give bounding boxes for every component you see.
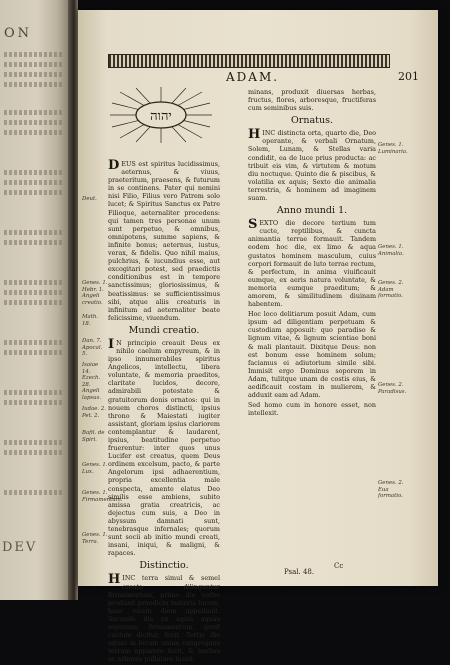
text-line — [4, 490, 62, 495]
paradise-paragraph: Hoc loco delitiarum posuit Adam, cum ipsum ad diligentiam perpetuam & custodiam apposuit: quo paradiso & lignum vitae, & lignum scientiae boni & mali plantauit. Dixitque Deus: non est bonum esse hominem solum; faciamus ei adiutorium simile sibi. Immisit ergo Dominus soporem in Adam, tulitque unam de costis eius, & aedificauit costam in mulierem, & adduxit eam ad Adam. — [248, 310, 376, 400]
divine-name-text: יהוה — [150, 109, 172, 124]
book-gutter — [68, 0, 78, 600]
sun-emblem — [106, 86, 216, 144]
margin-note: Genes. 1. Terra. — [82, 532, 108, 545]
text-line — [4, 190, 62, 195]
drop-cap: D — [108, 158, 120, 173]
text-line — [4, 110, 62, 115]
drop-cap: I — [108, 336, 115, 352]
creation-text: N principio creauit Deus ex nihilo caelum empyreum, & in ipso innumerabiles spiritus Angelicos, intellectu, libera voluntate, & memoria praeditos, claritate lucidos, decore, admirabili potestate & gratuitorum donis ornatos: qui in nouem choros distincti, ipsius throno & Maiestati iugiter assistant, gloriam ipsius clariorem contemplantur & laudarent, ipsius, beatitudine perpetuo fruerentur: inter quos unus Lucifer est creatus, quem Deus ordinem excelsum, pacto, & parte Angelorum ipsi adhaerentium, propria excellentia male conspecta, amente elatus Deo similis esse ambiens, subito amissa gratia creatricis, ac dejectus cum suis, a Deo in abyssum damnati sunt, tenebrasque infernales; quorum sunt socii ab initio mundi creati, insani, iniqui, & maligni, & rapaces. — [108, 338, 220, 558]
facing-page-edge — [0, 0, 68, 600]
continuation-paragraph: minans, produxit diuersas herbas, fructus, flores, arboresque, fructiferas cum seminibus suis. — [248, 88, 376, 113]
intro-paragraph — [108, 160, 220, 322]
margin-note: Genes. 2. Adam formatio. — [378, 280, 404, 300]
section-title-ornatus: Ornatus. — [291, 115, 333, 127]
distinction-text: INC terra simul & semel creata dilinguntur firmamentum, primo die verbo produxit praedicta materia lucem, hanc vicem diem appellauit. Secundo die ex aquis aquas separans, firmamentum, quod caelum dicitur, fecit. Tertio die aquas in locum unum congregans terram apparere fecit, & herbas ac arbores pullulare iussit. — [108, 574, 220, 664]
drop-cap: H — [248, 127, 261, 143]
text-line — [4, 180, 62, 185]
margin-note: Genes. 1. Hebr. 1. Angeli creatio. — [82, 280, 108, 306]
text-line — [4, 130, 62, 135]
text-line — [4, 280, 62, 285]
text-line — [4, 390, 62, 395]
margin-note: Isaiae 14. Ezech. 28. Angeli lapsus. — [82, 362, 102, 401]
margin-note: Math. 18. — [82, 314, 99, 327]
text-line — [4, 170, 62, 175]
text-line — [4, 450, 62, 455]
text-line — [4, 350, 62, 355]
text-line — [4, 340, 62, 345]
text-line — [4, 62, 62, 67]
margin-note: Genes. 1. Lux. — [82, 462, 108, 475]
margin-note: Bafil. de Spiri. — [82, 430, 105, 443]
text-line — [4, 120, 62, 125]
drop-cap: S — [248, 217, 258, 233]
section-title-creation: Mundi creatio. — [128, 324, 200, 336]
margin-note: Iudae. 2. Pet. 2. — [82, 406, 107, 419]
page-number: 201 — [398, 70, 419, 83]
facing-page-footer: DEV — [2, 540, 38, 555]
anno-mundi-text: EXTO die decore tertium tum cucte, reptilibus, & cuncta animantia terrae formauit. Tandem eodem hoc die, ex limo & aqua gustatos hominem masculum, cuius corpori formauit de luto terrae rectum, & perfectum, in anima viuificauit eumque, ex aeris natura voluntate, & memoria eumque praeditum; & amorem, & similitudinem diuinam habentem. — [248, 219, 376, 309]
text-line — [4, 440, 62, 445]
facing-page-title: ON — [4, 26, 33, 41]
creation-paragraph — [108, 336, 220, 558]
margin-note: Genes. 2. Eua formatio. — [378, 480, 404, 500]
text-line — [4, 82, 62, 87]
ornatus-text: INC distincta orta, quarto die, Deo operante, & verbali Ornatum, Solem, Lunam, & Stellas varia condidit, ea de luce prius producta: ac tribuit eis vim, & virtutem & motum diu noctuque. Quinto die & piscibus, & volatilia ex aquis; Sexto die animalia terrestria, & hominem ad imaginem suam. — [248, 129, 376, 203]
text-line — [4, 240, 62, 245]
text-line — [4, 230, 62, 235]
ornatus-paragraph — [248, 129, 376, 202]
book-page — [78, 10, 438, 664]
running-title: ADAM. — [226, 70, 280, 84]
intro-text: EUS est spiritus lucidissimus, aeternus, & viuus, praeteritum, praesens, & futurum in se continens. Pater qui nemini nisi Filio, Filius vero Patrem solo lucet; & Spiritus Sanctus ex Patre Filioque, aeternaliter procedens: qui tamen tres personae unum sunt perpetuo, & omnibus, omnipotens, summe sapiens, & infinite bonus; aeternus, iustus, verax, & fidelis. Quo nihil maius, pulchrius, & iucundius esse, aut excogitari potest, sed praedictis conditionibus est in tempore sanctissimus; gloriosissimus, & beatissimus: se sufficientissimus sibi, atque aliis creaturis in infinitum ad aeternaliter beate felicissime, viuendum. — [108, 160, 220, 322]
margin-note: Genes. 1. Firmamentum. — [82, 490, 123, 503]
margin-note: Genes. 1. Animalia. — [378, 244, 404, 257]
catchword: Cc — [334, 562, 344, 570]
margin-note: Genes. 1. Luminaria. — [378, 142, 408, 155]
anno-mundi-paragraph — [248, 219, 376, 308]
section-title-anno-mundi: Anno mundi 1. — [276, 205, 348, 217]
margin-note: Genes. 2. Paradisus. — [378, 382, 407, 395]
text-line — [4, 52, 62, 57]
drop-cap: H — [108, 572, 121, 588]
text-line — [4, 400, 62, 405]
right-text-column — [248, 88, 376, 419]
section-title-distinction: Distinctio. — [139, 560, 189, 572]
text-line — [4, 300, 62, 305]
closing-paragraph: Sed homo cum in honore esset, non intellexit. — [248, 401, 376, 418]
left-text-column — [108, 160, 220, 665]
margin-note: Dan. 7. Apocal. 5. — [82, 338, 103, 358]
margin-note: Deut. — [82, 196, 97, 202]
ornamental-header-band — [108, 54, 390, 68]
distinction-paragraph — [108, 574, 220, 663]
text-line — [4, 290, 62, 295]
text-line — [4, 72, 62, 77]
marginal-signature: Psal. 48. — [284, 568, 315, 576]
